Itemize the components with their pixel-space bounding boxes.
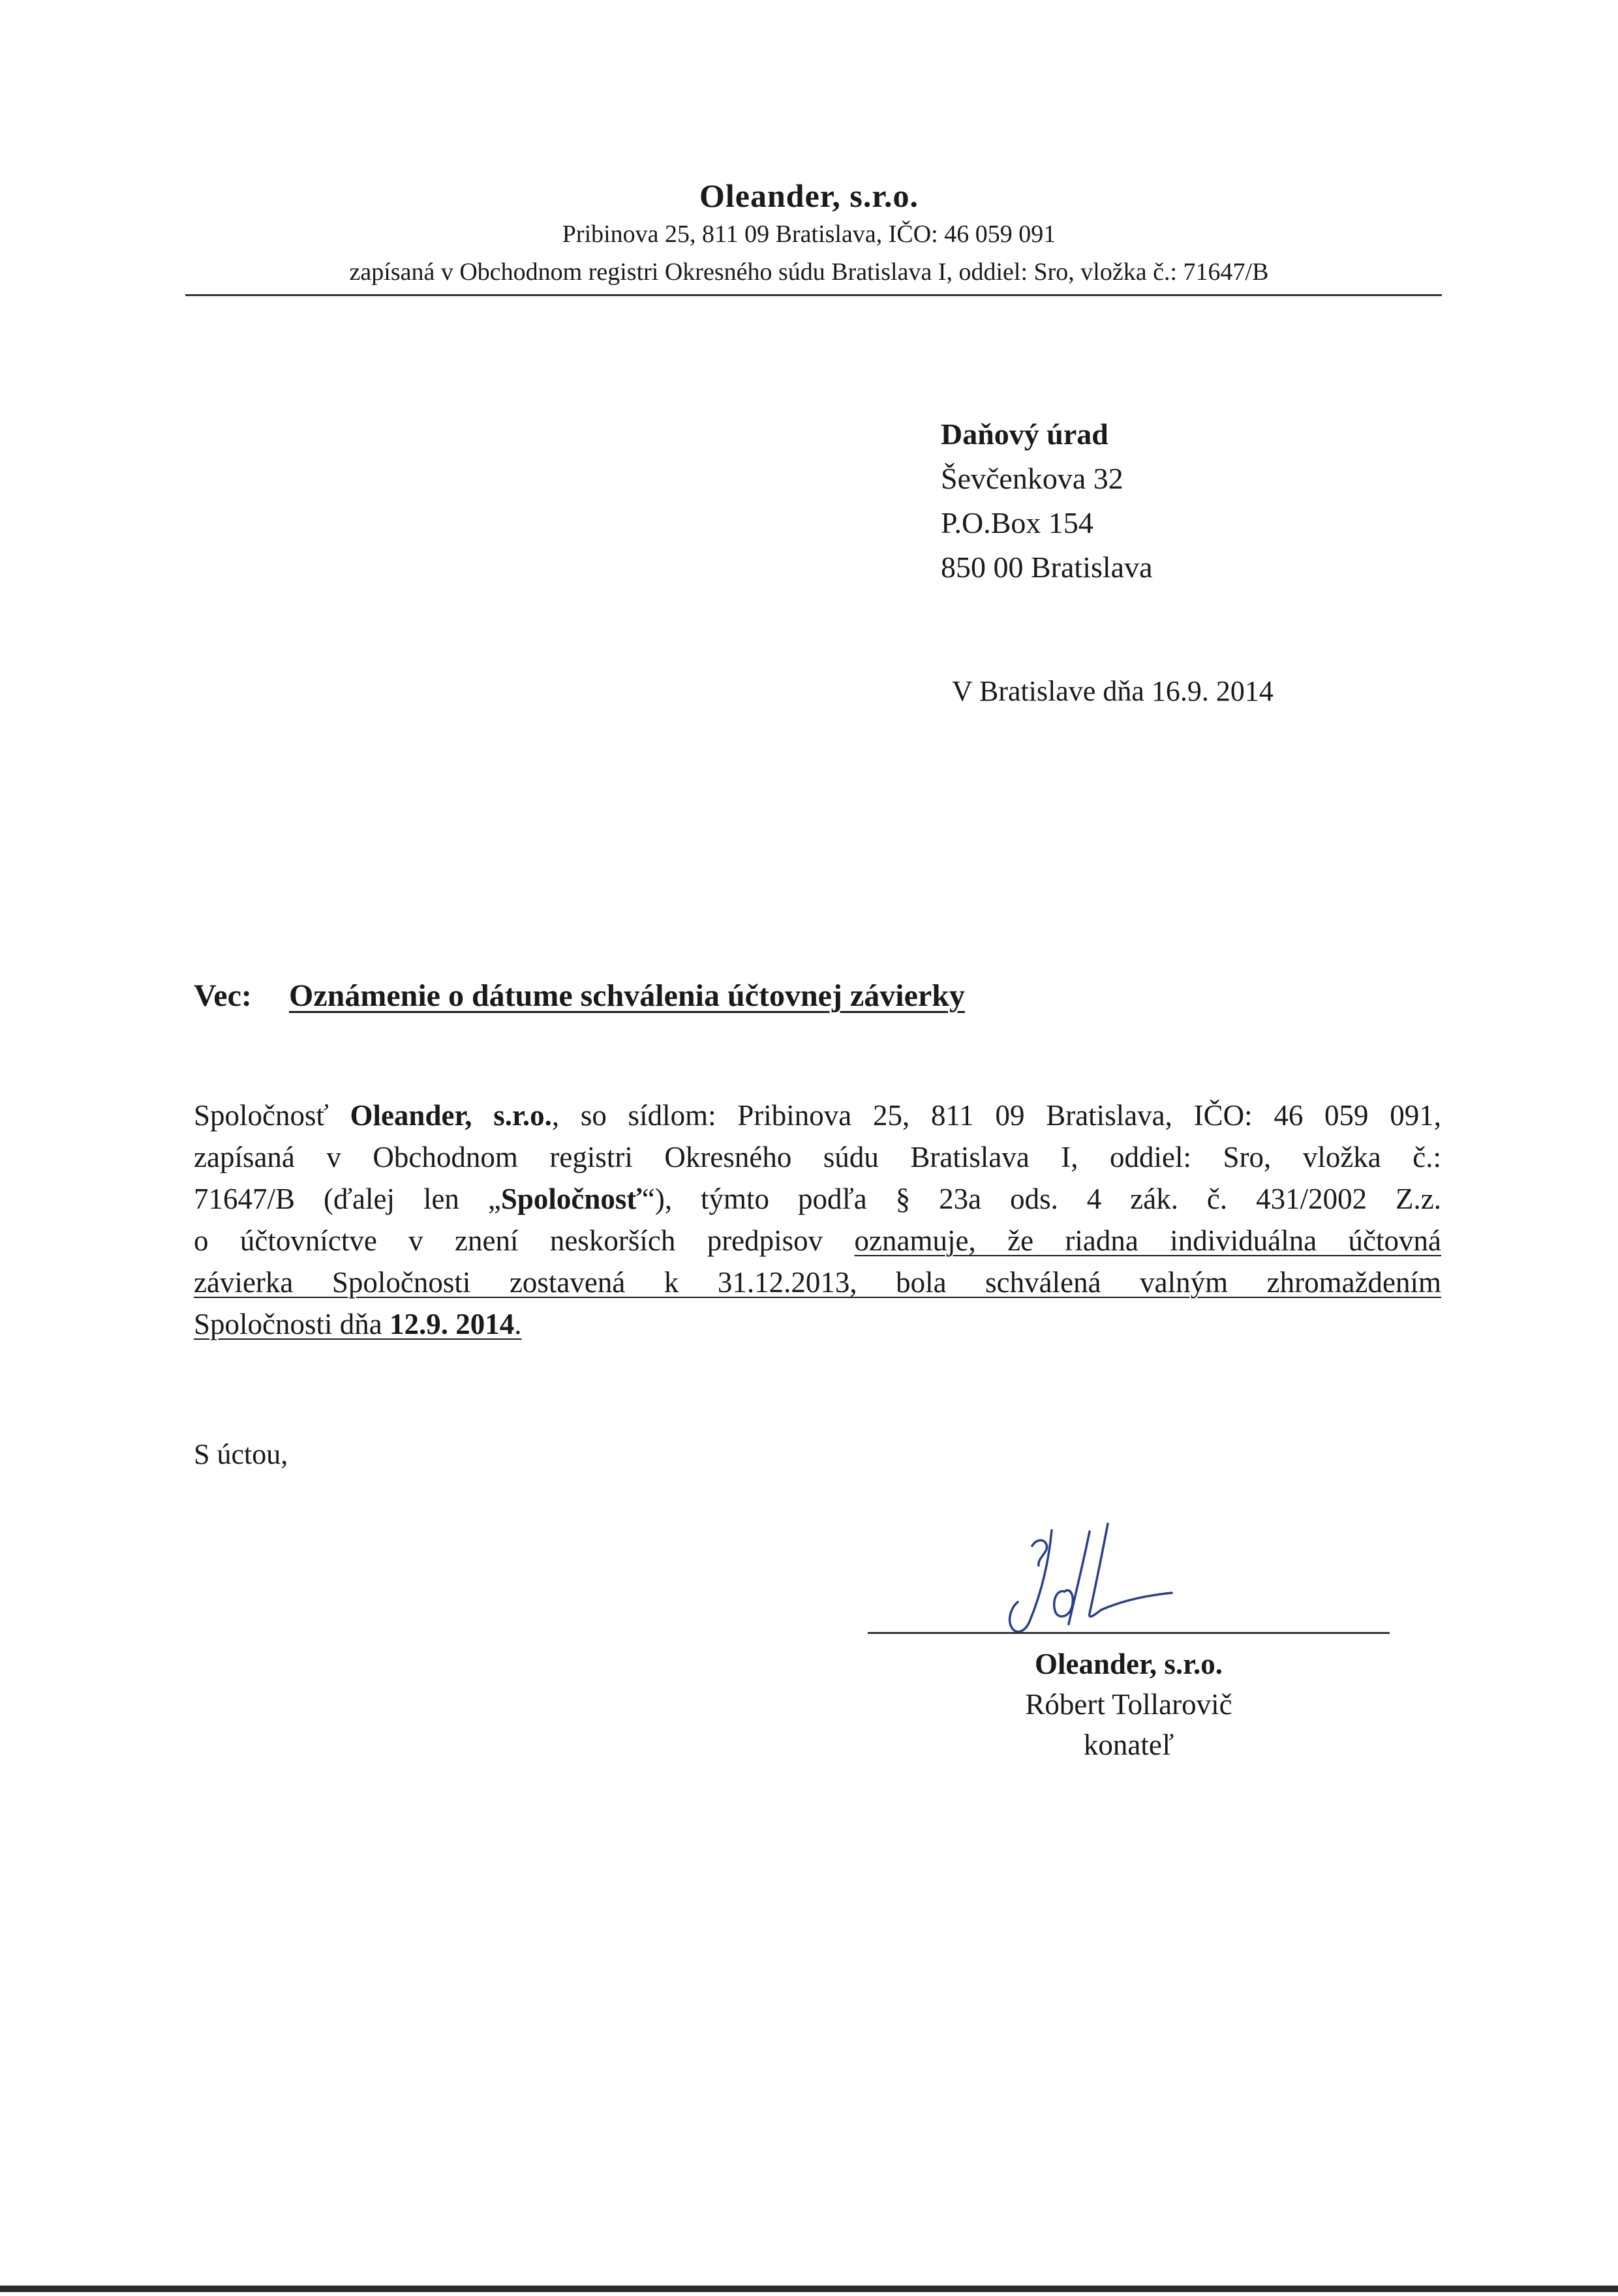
place-and-date: V Bratislave dňa 16.9. 2014 <box>952 675 1274 707</box>
recipient-name: Daňový úrad <box>941 417 1108 451</box>
recipient-address-block <box>941 412 1153 590</box>
signatory-block <box>868 1644 1390 1765</box>
letterhead-company-name: Oleander, s.r.o. <box>699 177 919 214</box>
letterhead-address: Pribinova 25, 811 09 Bratislava, IČO: 46 059 091 <box>562 220 1056 248</box>
body-paragraph-line <box>194 1179 1441 1218</box>
body-text: o účtovníctve v znení neskorších predpisov <box>194 1224 855 1257</box>
body-text: Spoločnosti dňa <box>194 1308 389 1340</box>
body-underlined-date <box>194 1308 522 1340</box>
body-paragraph-line: zapísaná v Obchodnom registri Okresného súdu Bratislava I, oddiel: Sro, vložka č.: <box>194 1141 1441 1173</box>
signatory-name: Róbert Tollarovič <box>1025 1688 1232 1721</box>
body-text: “), týmto podľa § 23a ods. 4 zák. č. 431/2002 Z.z. <box>641 1183 1441 1215</box>
signatory-company: Oleander, s.r.o. <box>1035 1648 1223 1680</box>
body-text: , so sídlom: Pribinova 25, 811 09 Bratislava, IČO: 46 059 091, <box>551 1099 1441 1132</box>
body-company-name: Oleander, s.r.o. <box>350 1099 552 1132</box>
letterhead-divider <box>185 294 1442 296</box>
recipient-pobox: P.O.Box 154 <box>941 506 1093 539</box>
body-defined-term: Spoločnosť <box>500 1183 642 1215</box>
body-paragraph-line <box>194 1305 1441 1344</box>
body-text: . <box>514 1308 522 1340</box>
recipient-city: 850 00 Bratislava <box>941 551 1153 584</box>
signatory-title: konateľ <box>1083 1729 1174 1761</box>
subject-text: Oznámenie o dátume schválenia účtovnej závierky <box>289 978 965 1013</box>
body-underlined-text: oznamuje, že riadna individuálna účtovná <box>854 1224 1441 1257</box>
body-text: Spoločnosť <box>194 1099 350 1132</box>
handwritten-signature-icon <box>992 1512 1194 1642</box>
scan-bottom-edge <box>0 2286 1618 2292</box>
closing-greeting: S úctou, <box>194 1438 288 1470</box>
body-paragraph-line <box>194 1096 1441 1135</box>
body-approval-date: 12.9. 2014 <box>389 1308 515 1340</box>
body-paragraph-line <box>194 1221 1441 1260</box>
letterhead <box>183 176 1435 291</box>
subject-line <box>194 975 965 1017</box>
letterhead-registry: zapísaná v Obchodnom registri Okresného súdu Bratislava I, oddiel: Sro, vložka č.: 71647/B <box>349 258 1269 286</box>
recipient-street: Ševčenkova 32 <box>941 462 1123 495</box>
body-paragraph-line: závierka Spoločnosti zostavená k 31.12.2013, bola schválená valným zhromaždením <box>194 1266 1441 1299</box>
subject-label: Vec: <box>194 978 252 1013</box>
body-text: 71647/B (ďalej len „ <box>194 1183 501 1215</box>
signature-line <box>868 1632 1390 1634</box>
